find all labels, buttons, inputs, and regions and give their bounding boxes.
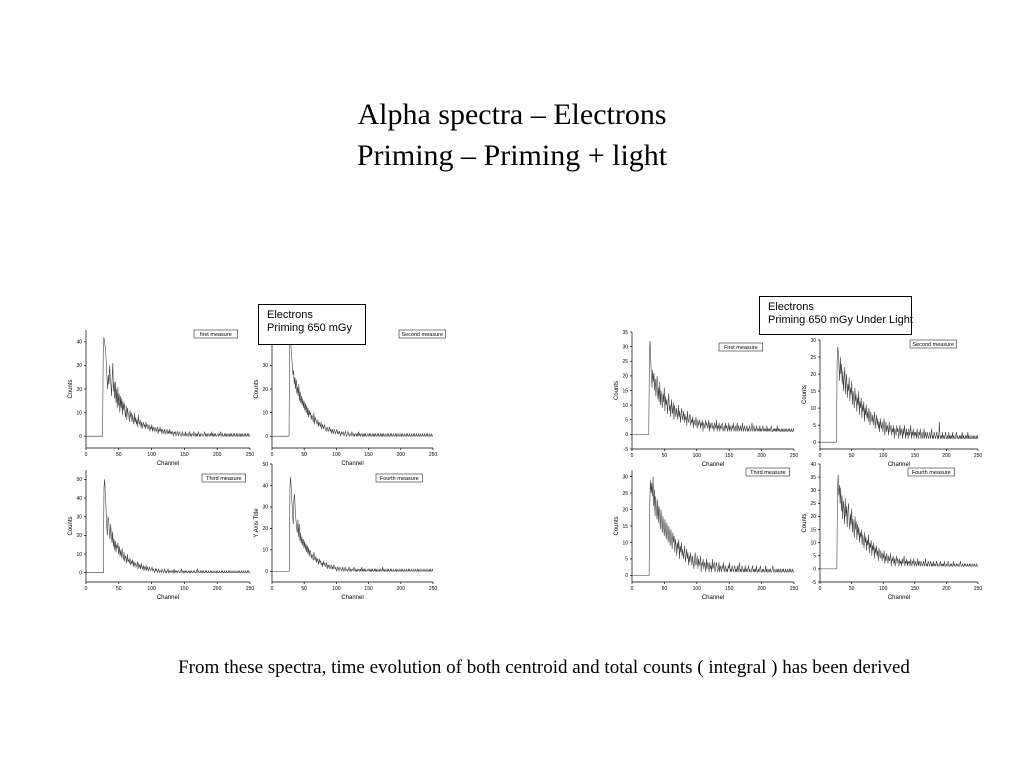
x-tick-label: 0 bbox=[630, 586, 634, 592]
x-tick-label: 200 bbox=[942, 453, 951, 459]
x-tick-label: 250 bbox=[973, 586, 983, 592]
y-tick-label: 10 bbox=[76, 551, 82, 558]
x-tick-label: 250 bbox=[245, 452, 255, 458]
y-axis-title: Counts bbox=[802, 384, 808, 405]
x-tick-label: 200 bbox=[942, 586, 951, 592]
x-tick-label: 200 bbox=[396, 452, 405, 458]
y-tick-label: 30 bbox=[810, 337, 816, 344]
group-label-priming-light-line1: Electrons bbox=[768, 301, 814, 313]
y-tick-label: 0 bbox=[79, 570, 82, 577]
y-tick-label: 30 bbox=[810, 488, 816, 495]
x-tick-label: 0 bbox=[818, 453, 822, 459]
x-axis-title: Channel bbox=[156, 595, 180, 601]
y-tick-label: 10 bbox=[262, 410, 268, 417]
x-axis-title: Channel bbox=[887, 595, 911, 601]
group-label-priming-light bbox=[759, 296, 912, 335]
x-tick-label: 100 bbox=[147, 586, 156, 592]
slide-title-line1: Alpha spectra – Electrons bbox=[357, 98, 667, 131]
y-axis-title: Counts bbox=[614, 380, 620, 401]
group-label-priming-light-line2: Priming 650 mGy Under Light bbox=[768, 314, 913, 326]
x-tick-label: 150 bbox=[910, 453, 919, 459]
spectrum-panel-1 bbox=[58, 322, 258, 468]
spectrum-line bbox=[86, 337, 250, 436]
x-tick-label: 200 bbox=[396, 586, 405, 592]
y-tick-label: 25 bbox=[622, 490, 628, 497]
y-tick-label: 30 bbox=[76, 363, 82, 370]
panel-label: First measure bbox=[724, 345, 758, 351]
y-tick-label: 15 bbox=[810, 527, 816, 534]
x-axis-title: Channel bbox=[341, 595, 364, 601]
x-tick-label: 150 bbox=[725, 586, 734, 592]
x-tick-label: 100 bbox=[332, 452, 341, 458]
y-tick-label: 15 bbox=[622, 523, 628, 530]
axes-frame bbox=[272, 330, 433, 448]
y-tick-label: 20 bbox=[622, 507, 628, 514]
y-tick-label: 35 bbox=[810, 474, 816, 481]
y-tick-label: 10 bbox=[76, 410, 82, 417]
y-tick-label: 5 bbox=[813, 422, 816, 429]
y-tick-label: 30 bbox=[262, 363, 268, 370]
y-tick-label: 25 bbox=[810, 354, 816, 361]
group-label-priming-line1: Electrons bbox=[267, 309, 313, 321]
panel-label: Second measure bbox=[912, 342, 955, 348]
y-axis-title: Counts bbox=[68, 516, 74, 536]
x-tick-label: 100 bbox=[879, 453, 888, 459]
y-tick-label: 20 bbox=[76, 386, 82, 393]
panel-label: Fourth measure bbox=[911, 470, 951, 476]
x-tick-label: 250 bbox=[789, 453, 799, 459]
y-tick-label: 0 bbox=[265, 434, 268, 440]
y-tick-label: -5 bbox=[811, 579, 816, 586]
y-tick-label: 0 bbox=[813, 566, 816, 573]
y-tick-label: 30 bbox=[262, 504, 268, 511]
x-axis-title: Channel bbox=[701, 595, 725, 601]
y-tick-label: 10 bbox=[622, 402, 628, 409]
y-tick-label: 5 bbox=[813, 553, 816, 560]
y-tick-label: 0 bbox=[265, 569, 268, 576]
x-tick-label: 100 bbox=[879, 586, 888, 592]
x-tick-label: 250 bbox=[973, 453, 983, 459]
x-tick-label: 150 bbox=[180, 586, 189, 592]
y-tick-label: 0 bbox=[625, 573, 628, 580]
slide-caption: From these spectra, time evolution of both centroid and total counts ( integral ) has been derived bbox=[178, 657, 910, 678]
y-tick-label: 10 bbox=[810, 405, 816, 412]
spectrum-line bbox=[632, 477, 794, 576]
y-tick-label: 30 bbox=[622, 474, 628, 481]
y-tick-label: 40 bbox=[76, 339, 82, 346]
y-tick-label: 20 bbox=[810, 514, 816, 521]
y-tick-label: 20 bbox=[262, 526, 268, 533]
y-axis-title: Counts bbox=[254, 379, 260, 399]
y-tick-label: 0 bbox=[79, 434, 82, 440]
x-tick-label: 200 bbox=[213, 586, 222, 592]
x-axis-title: Channel bbox=[701, 462, 725, 468]
x-tick-label: 150 bbox=[180, 452, 189, 458]
x-tick-label: 50 bbox=[301, 452, 307, 458]
group-label-priming bbox=[258, 304, 366, 345]
x-tick-label: 250 bbox=[245, 586, 255, 592]
y-tick-label: 10 bbox=[810, 540, 816, 547]
x-tick-label: 150 bbox=[725, 453, 734, 459]
y-tick-label: 20 bbox=[76, 533, 82, 540]
y-tick-label: 5 bbox=[625, 556, 628, 563]
x-tick-label: 50 bbox=[848, 453, 855, 459]
x-tick-label: 250 bbox=[789, 586, 799, 592]
y-tick-label: 25 bbox=[810, 501, 816, 508]
x-tick-label: 200 bbox=[757, 586, 766, 592]
x-tick-label: 0 bbox=[84, 586, 88, 592]
x-tick-label: 50 bbox=[848, 586, 855, 592]
y-tick-label: 0 bbox=[625, 432, 628, 439]
x-tick-label: 0 bbox=[270, 452, 274, 458]
y-tick-label: 40 bbox=[76, 495, 82, 502]
x-tick-label: 100 bbox=[692, 586, 701, 592]
y-tick-label: 30 bbox=[76, 514, 82, 521]
y-tick-label: 35 bbox=[622, 329, 628, 336]
x-tick-label: 100 bbox=[332, 586, 341, 592]
x-tick-label: 100 bbox=[692, 453, 701, 459]
panel-label: first measure bbox=[199, 332, 232, 338]
x-tick-label: 250 bbox=[428, 452, 438, 458]
y-tick-label: 25 bbox=[622, 359, 628, 366]
panel-label: Third measure bbox=[750, 470, 786, 476]
x-tick-label: 50 bbox=[661, 453, 668, 459]
x-tick-label: 0 bbox=[270, 586, 274, 592]
x-tick-label: 0 bbox=[84, 452, 88, 458]
y-tick-label: 20 bbox=[810, 371, 816, 378]
spectrum-panel-3 bbox=[58, 462, 258, 602]
x-tick-label: 150 bbox=[364, 452, 373, 458]
x-tick-label: 150 bbox=[364, 586, 373, 592]
y-tick-label: 50 bbox=[76, 477, 82, 484]
x-tick-label: 150 bbox=[910, 586, 919, 592]
spectrum-line bbox=[820, 347, 978, 442]
x-axis-title: Channel bbox=[887, 462, 911, 468]
y-tick-label: 30 bbox=[622, 344, 628, 351]
x-tick-label: 200 bbox=[213, 452, 222, 458]
x-tick-label: 50 bbox=[661, 586, 668, 592]
y-tick-label: 10 bbox=[622, 540, 628, 547]
panel-label: Second measure bbox=[401, 332, 444, 338]
slide-title-line2: Priming – Priming + light bbox=[356, 139, 668, 172]
y-tick-label: 10 bbox=[262, 547, 268, 554]
spectrum-panel-4 bbox=[244, 456, 444, 602]
y-tick-label: 15 bbox=[810, 388, 816, 395]
x-tick-label: 200 bbox=[757, 453, 766, 459]
y-tick-label: -5 bbox=[623, 446, 628, 453]
y-tick-label: 20 bbox=[622, 373, 628, 380]
y-tick-label: 0 bbox=[813, 439, 816, 446]
spectrum-panel-8 bbox=[789, 456, 992, 602]
x-tick-label: 50 bbox=[116, 586, 122, 592]
x-axis-title: Channel bbox=[156, 461, 180, 467]
x-tick-label: 50 bbox=[116, 452, 122, 458]
axes-frame bbox=[86, 330, 250, 448]
x-axis-title: Channel bbox=[341, 461, 364, 467]
y-tick-label: 50 bbox=[262, 461, 268, 468]
spectrum-panel-6 bbox=[789, 332, 992, 469]
spectrum-line bbox=[86, 479, 250, 572]
x-tick-label: 250 bbox=[428, 586, 438, 592]
spectrum-line bbox=[820, 474, 978, 568]
y-axis-title: Counts bbox=[614, 516, 620, 536]
y-axis-title: Counts bbox=[68, 379, 74, 399]
spectrum-panel-5 bbox=[604, 324, 804, 469]
x-tick-label: 0 bbox=[630, 453, 634, 459]
panel-label: Third measure bbox=[206, 476, 242, 482]
y-axis-title: Counts bbox=[802, 513, 808, 533]
y-tick-label: 20 bbox=[262, 386, 268, 393]
y-tick-label: 40 bbox=[262, 483, 268, 490]
spectrum-panel-7 bbox=[604, 462, 804, 602]
x-tick-label: 50 bbox=[301, 586, 307, 592]
panel-label: Fourth measure bbox=[379, 476, 419, 482]
group-label-priming-line2: Priming 650 mGy bbox=[267, 322, 352, 334]
y-tick-label: 15 bbox=[622, 388, 628, 395]
x-tick-label: 100 bbox=[147, 452, 156, 458]
x-tick-label: 0 bbox=[818, 586, 822, 592]
y-tick-label: 40 bbox=[810, 461, 816, 468]
spectrum-line bbox=[632, 341, 794, 435]
y-tick-label: 5 bbox=[625, 417, 628, 424]
y-axis-title: Y Axis Title bbox=[254, 508, 260, 538]
spectrum-line bbox=[272, 330, 433, 436]
spectrum-line bbox=[272, 477, 433, 571]
